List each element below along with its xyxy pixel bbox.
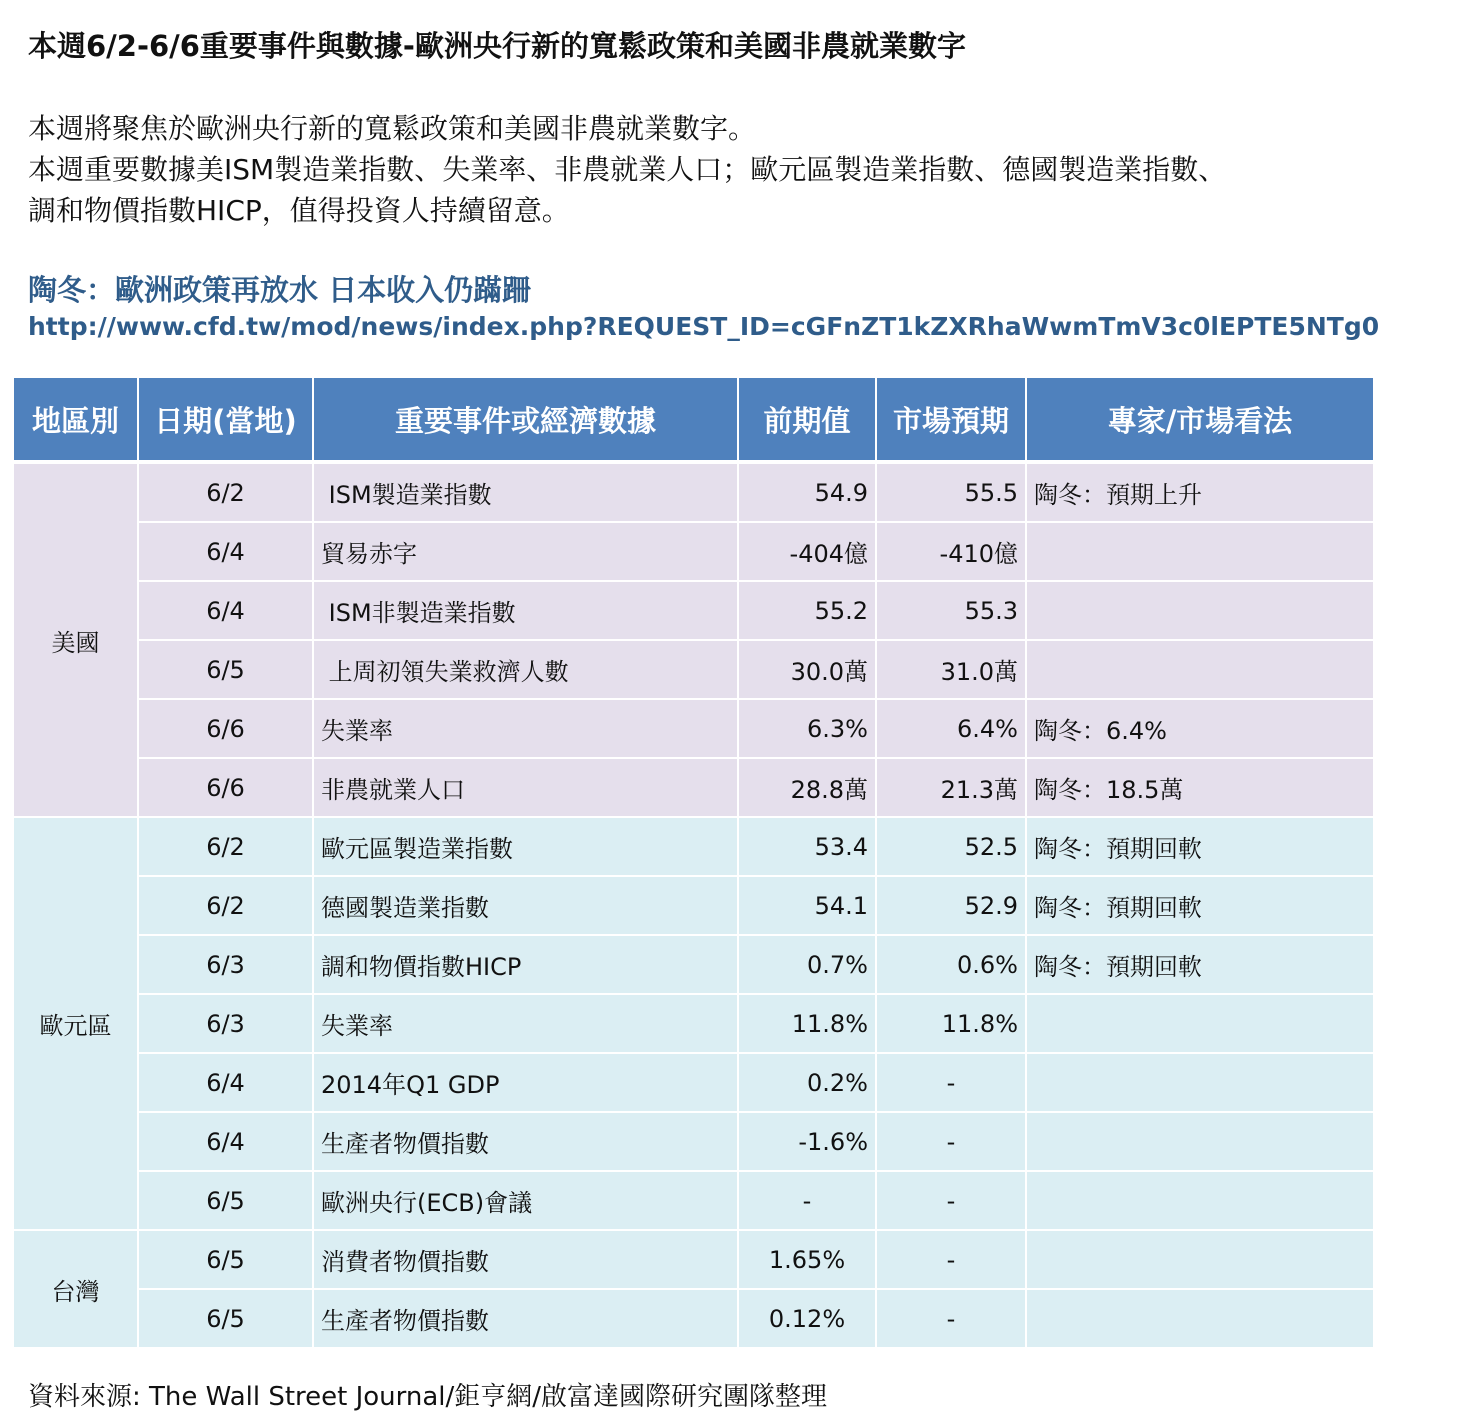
previous-value-cell: 54.1	[738, 876, 876, 935]
table-row	[13, 1171, 1374, 1230]
event-cell: 歐元區製造業指數	[313, 817, 738, 876]
previous-value-cell: 55.2	[738, 581, 876, 640]
date-cell: 6/5	[138, 640, 313, 699]
previous-value-cell: -	[738, 1171, 876, 1230]
expected-value-cell: 0.6%	[876, 935, 1026, 994]
header-previous: 前期值	[738, 377, 876, 462]
table-row	[13, 1289, 1374, 1348]
expert-view-cell: 陶冬：18.5萬	[1026, 758, 1374, 817]
table-row	[13, 817, 1374, 876]
previous-value-cell: 11.8%	[738, 994, 876, 1053]
date-cell: 6/6	[138, 758, 313, 817]
expert-view-cell	[1026, 1230, 1374, 1289]
table-row	[13, 758, 1374, 817]
date-cell: 6/4	[138, 1053, 313, 1112]
article-title: 陶冬：歐洲政策再放水 日本收入仍蹣跚	[28, 273, 532, 307]
table-row	[13, 994, 1374, 1053]
expert-view-cell: 陶冬：預期上升	[1026, 462, 1374, 522]
expected-value-cell: 11.8%	[876, 994, 1026, 1053]
date-cell: 6/2	[138, 876, 313, 935]
table-row	[13, 1112, 1374, 1171]
date-cell: 6/2	[138, 817, 313, 876]
table-row	[13, 1053, 1374, 1112]
expected-value-cell: -410億	[876, 522, 1026, 581]
table-row	[13, 935, 1374, 994]
expert-view-cell: 陶冬：預期回軟	[1026, 935, 1374, 994]
previous-value-cell: 53.4	[738, 817, 876, 876]
expected-value-cell: 55.3	[876, 581, 1026, 640]
previous-value-cell: -1.6%	[738, 1112, 876, 1171]
event-cell: 上周初領失業救濟人數	[313, 640, 738, 699]
event-cell: ISM製造業指數	[313, 462, 738, 522]
date-cell: 6/4	[138, 581, 313, 640]
expected-value-cell: -	[876, 1289, 1026, 1348]
article-link[interactable]: http://www.cfd.tw/mod/news/index.php?REQUEST_ID=cGFnZT1kZXRhaWwmTmV3c0lEPTE5NTg0	[28, 312, 1380, 341]
event-cell: 調和物價指數HICP	[313, 935, 738, 994]
expert-view-cell	[1026, 1171, 1374, 1230]
expected-value-cell: 55.5	[876, 462, 1026, 522]
event-cell: 生產者物價指數	[313, 1289, 738, 1348]
source-note: 資料來源: The Wall Street Journal/鉅亨網/啟富達國際研究團隊整理	[28, 1382, 828, 1412]
event-cell: 歐洲央行(ECB)會議	[313, 1171, 738, 1230]
table-row	[13, 462, 1374, 522]
table-body	[13, 462, 1374, 1348]
event-cell: 2014年Q1 GDP	[313, 1053, 738, 1112]
event-cell: 貿易赤字	[313, 522, 738, 581]
region-cell: 台灣	[13, 1230, 138, 1348]
header-event: 重要事件或經濟數據	[313, 377, 738, 462]
previous-value-cell: 0.2%	[738, 1053, 876, 1112]
region-cell: 歐元區	[13, 817, 138, 1230]
expected-value-cell: 6.4%	[876, 699, 1026, 758]
table-row	[13, 699, 1374, 758]
event-cell: 生產者物價指數	[313, 1112, 738, 1171]
previous-value-cell: 0.7%	[738, 935, 876, 994]
expected-value-cell: 21.3萬	[876, 758, 1026, 817]
header-expected: 市場預期	[876, 377, 1026, 462]
expert-view-cell	[1026, 640, 1374, 699]
expected-value-cell: -	[876, 1053, 1026, 1112]
expected-value-cell: -	[876, 1112, 1026, 1171]
date-cell: 6/3	[138, 935, 313, 994]
event-cell: 消費者物價指數	[313, 1230, 738, 1289]
header-region: 地區別	[13, 377, 138, 462]
expert-view-cell: 陶冬：預期回軟	[1026, 817, 1374, 876]
event-cell: 失業率	[313, 994, 738, 1053]
previous-value-cell: 28.8萬	[738, 758, 876, 817]
date-cell: 6/6	[138, 699, 313, 758]
previous-value-cell: 1.65%	[738, 1230, 876, 1289]
expert-view-cell	[1026, 994, 1374, 1053]
table-header-row	[13, 377, 1374, 462]
table-row	[13, 876, 1374, 935]
previous-value-cell: -404億	[738, 522, 876, 581]
expert-view-cell	[1026, 581, 1374, 640]
event-cell: ISM非製造業指數	[313, 581, 738, 640]
event-cell: 失業率	[313, 699, 738, 758]
expected-value-cell: -	[876, 1230, 1026, 1289]
events-table	[12, 376, 1375, 1349]
table-row	[13, 581, 1374, 640]
intro-line: 本週將聚焦於歐洲央行新的寬鬆政策和美國非農就業數字。	[28, 112, 757, 145]
intro-line: 本週重要數據美ISM製造業指數、失業率、非農就業人口；歐元區製造業指數、德國製造業指數、	[28, 153, 1227, 186]
date-cell: 6/2	[138, 462, 313, 522]
date-cell: 6/5	[138, 1171, 313, 1230]
date-cell: 6/3	[138, 994, 313, 1053]
expert-view-cell	[1026, 1289, 1374, 1348]
expected-value-cell: 31.0萬	[876, 640, 1026, 699]
expert-view-cell	[1026, 522, 1374, 581]
expected-value-cell: 52.9	[876, 876, 1026, 935]
expected-value-cell: -	[876, 1171, 1026, 1230]
header-view: 專家/市場看法	[1026, 377, 1374, 462]
date-cell: 6/4	[138, 522, 313, 581]
previous-value-cell: 6.3%	[738, 699, 876, 758]
date-cell: 6/4	[138, 1112, 313, 1171]
event-cell: 非農就業人口	[313, 758, 738, 817]
table-row	[13, 1230, 1374, 1289]
date-cell: 6/5	[138, 1289, 313, 1348]
expert-view-cell: 陶冬：6.4%	[1026, 699, 1374, 758]
expert-view-cell	[1026, 1112, 1374, 1171]
page-title: 本週6/2-6/6重要事件與數據-歐洲央行新的寬鬆政策和美國非農就業數字	[28, 29, 966, 63]
expert-view-cell: 陶冬：預期回軟	[1026, 876, 1374, 935]
previous-value-cell: 0.12%	[738, 1289, 876, 1348]
event-cell: 德國製造業指數	[313, 876, 738, 935]
expected-value-cell: 52.5	[876, 817, 1026, 876]
table-row	[13, 522, 1374, 581]
header-date: 日期(當地)	[138, 377, 313, 462]
date-cell: 6/5	[138, 1230, 313, 1289]
expert-view-cell	[1026, 1053, 1374, 1112]
previous-value-cell: 54.9	[738, 462, 876, 522]
intro-paragraph	[28, 108, 1458, 231]
previous-value-cell: 30.0萬	[738, 640, 876, 699]
table-row	[13, 640, 1374, 699]
intro-line: 調和物價指數HICP，值得投資人持續留意。	[28, 194, 570, 227]
region-cell: 美國	[13, 462, 138, 817]
